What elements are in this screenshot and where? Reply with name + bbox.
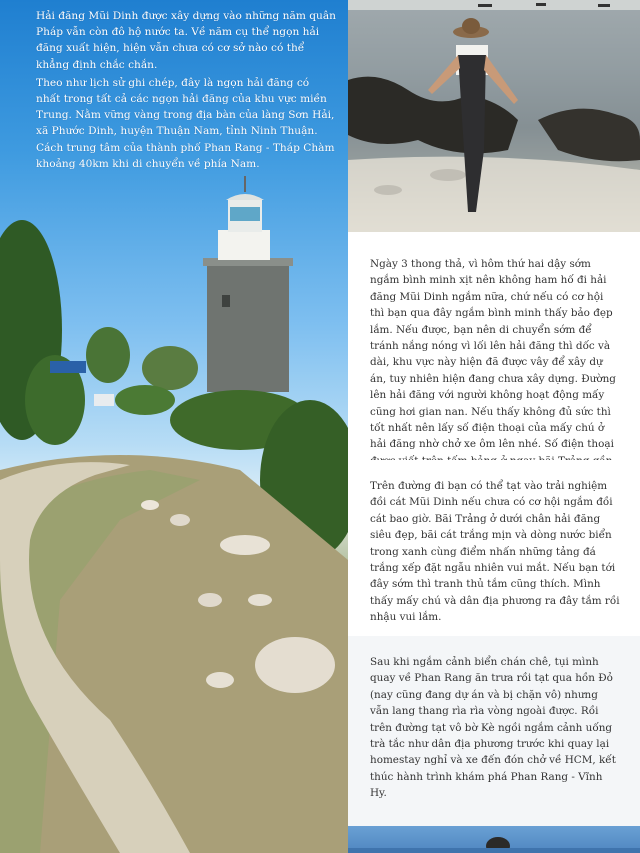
white-sign: [94, 394, 114, 406]
blue-sign: [50, 361, 86, 373]
paragraph-sand-dunes: Trên đường đi bạn có thể tạt vào trải nghiệm đồi cát Mũi Dinh nếu chưa có cơ hội ngắm đồi cát bao giờ. Bãi Trảng ở dưới chân hải đăng siêu đẹp, bãi cát trắng mịn và dòng nước biển trong xanh cùng điểm nhấn những tảng đá trắng xếp đặt ngẫu nhiên vui mắt. Nếu bạn tới đây sớm thì tranh thủ tắm cũng thích. Mình thấy mấy chú và dân địa phương ra đây tắm rồi nhậu vui lắm.: [370, 480, 620, 624]
tree-right: [142, 346, 198, 390]
boat: [478, 4, 492, 7]
tree-middle: [86, 327, 130, 383]
text-block-1: [348, 232, 640, 460]
paragraph-day3: Ngày 3 thong thả, vì hôm thứ hai dậy sớm ngắm bình minh xịt nên không ham hố đi hải đăng Mũi Dinh ngắm nữa, chứ nếu có cơ hội thì bạn qua đây ngắm bình minh thấy bảo đẹp lắm. Nếu được, bạn nên di chuyển sớm để tránh nắng nóng vì lối lên hải đăng thì dốc và dài, khu vực này hiện đã được vây để xây dự án, tuy nhiên hiện đang chưa xây dựng. Đường lên hải đăng với người không hoạt động mấy cũng hơi gian nan. Nếu thấy không đủ sức thì tốt nhất nên lấy số điện thoại của mấy chú ở hải đăng nhờ chở xe ôm lên nhé. Số điện thoại: [370, 258, 616, 451]
beach-scene: [348, 0, 640, 232]
rock-large: [255, 637, 335, 693]
lighthouse-description: [36, 8, 336, 174]
lighthouse-tower: [207, 262, 289, 392]
beach-photo: [348, 0, 640, 232]
text-block-2: [348, 460, 640, 636]
text-block-3: [348, 636, 640, 826]
bottom-scene: [348, 826, 640, 853]
left-paragraph-2: Theo như lịch sử ghi chép, đây là ngọn hải đăng có nhất trong tất cả các ngọn hải đăng của khu vực miền Trung. Nằm vững vàng trong địa bàn của làng Sơn Hải, xã Phước Dinh, huyện Thuận Nam, tỉnh Ninh Thuận. Cách trung tâm của thành phố Phan Rang - Tháp Chàm khoảng 40km khi di chuyển về phía Nam.: [36, 76, 335, 170]
left-paragraph-1: Hải đăng Mũi Dinh được xây dựng vào những năm quân Pháp vẫn còn đô hộ nước ta. Về năm cụ thể ngọn hải đăng xuất hiện, hiện vẫn chưa có cơ sở nào có thể khẳng định chắc chắn.: [36, 10, 336, 71]
paragraph-return: Sau khi ngắm cảnh biển chán chê, tụi mình quay về Phan Rang ăn trưa rồi tạt qua hồn Đỏ (nay cũng đang dự án và bị chặn vô) nhưng vẫn lang thang rìa rìa vòng ngoài được. Rồi trên đường tạt vô bờ Kè ngồi ngắm cảnh uống trà tắc như dân địa phương trước khi quay lại homestay nghỉ và xe đến đón chở về HCM, kết thúc hành trình khám phá Phan Rang - Vĩnh Hy.: [370, 656, 616, 800]
bottom-photo: [348, 826, 640, 853]
lighthouse-gallery: [218, 230, 270, 260]
